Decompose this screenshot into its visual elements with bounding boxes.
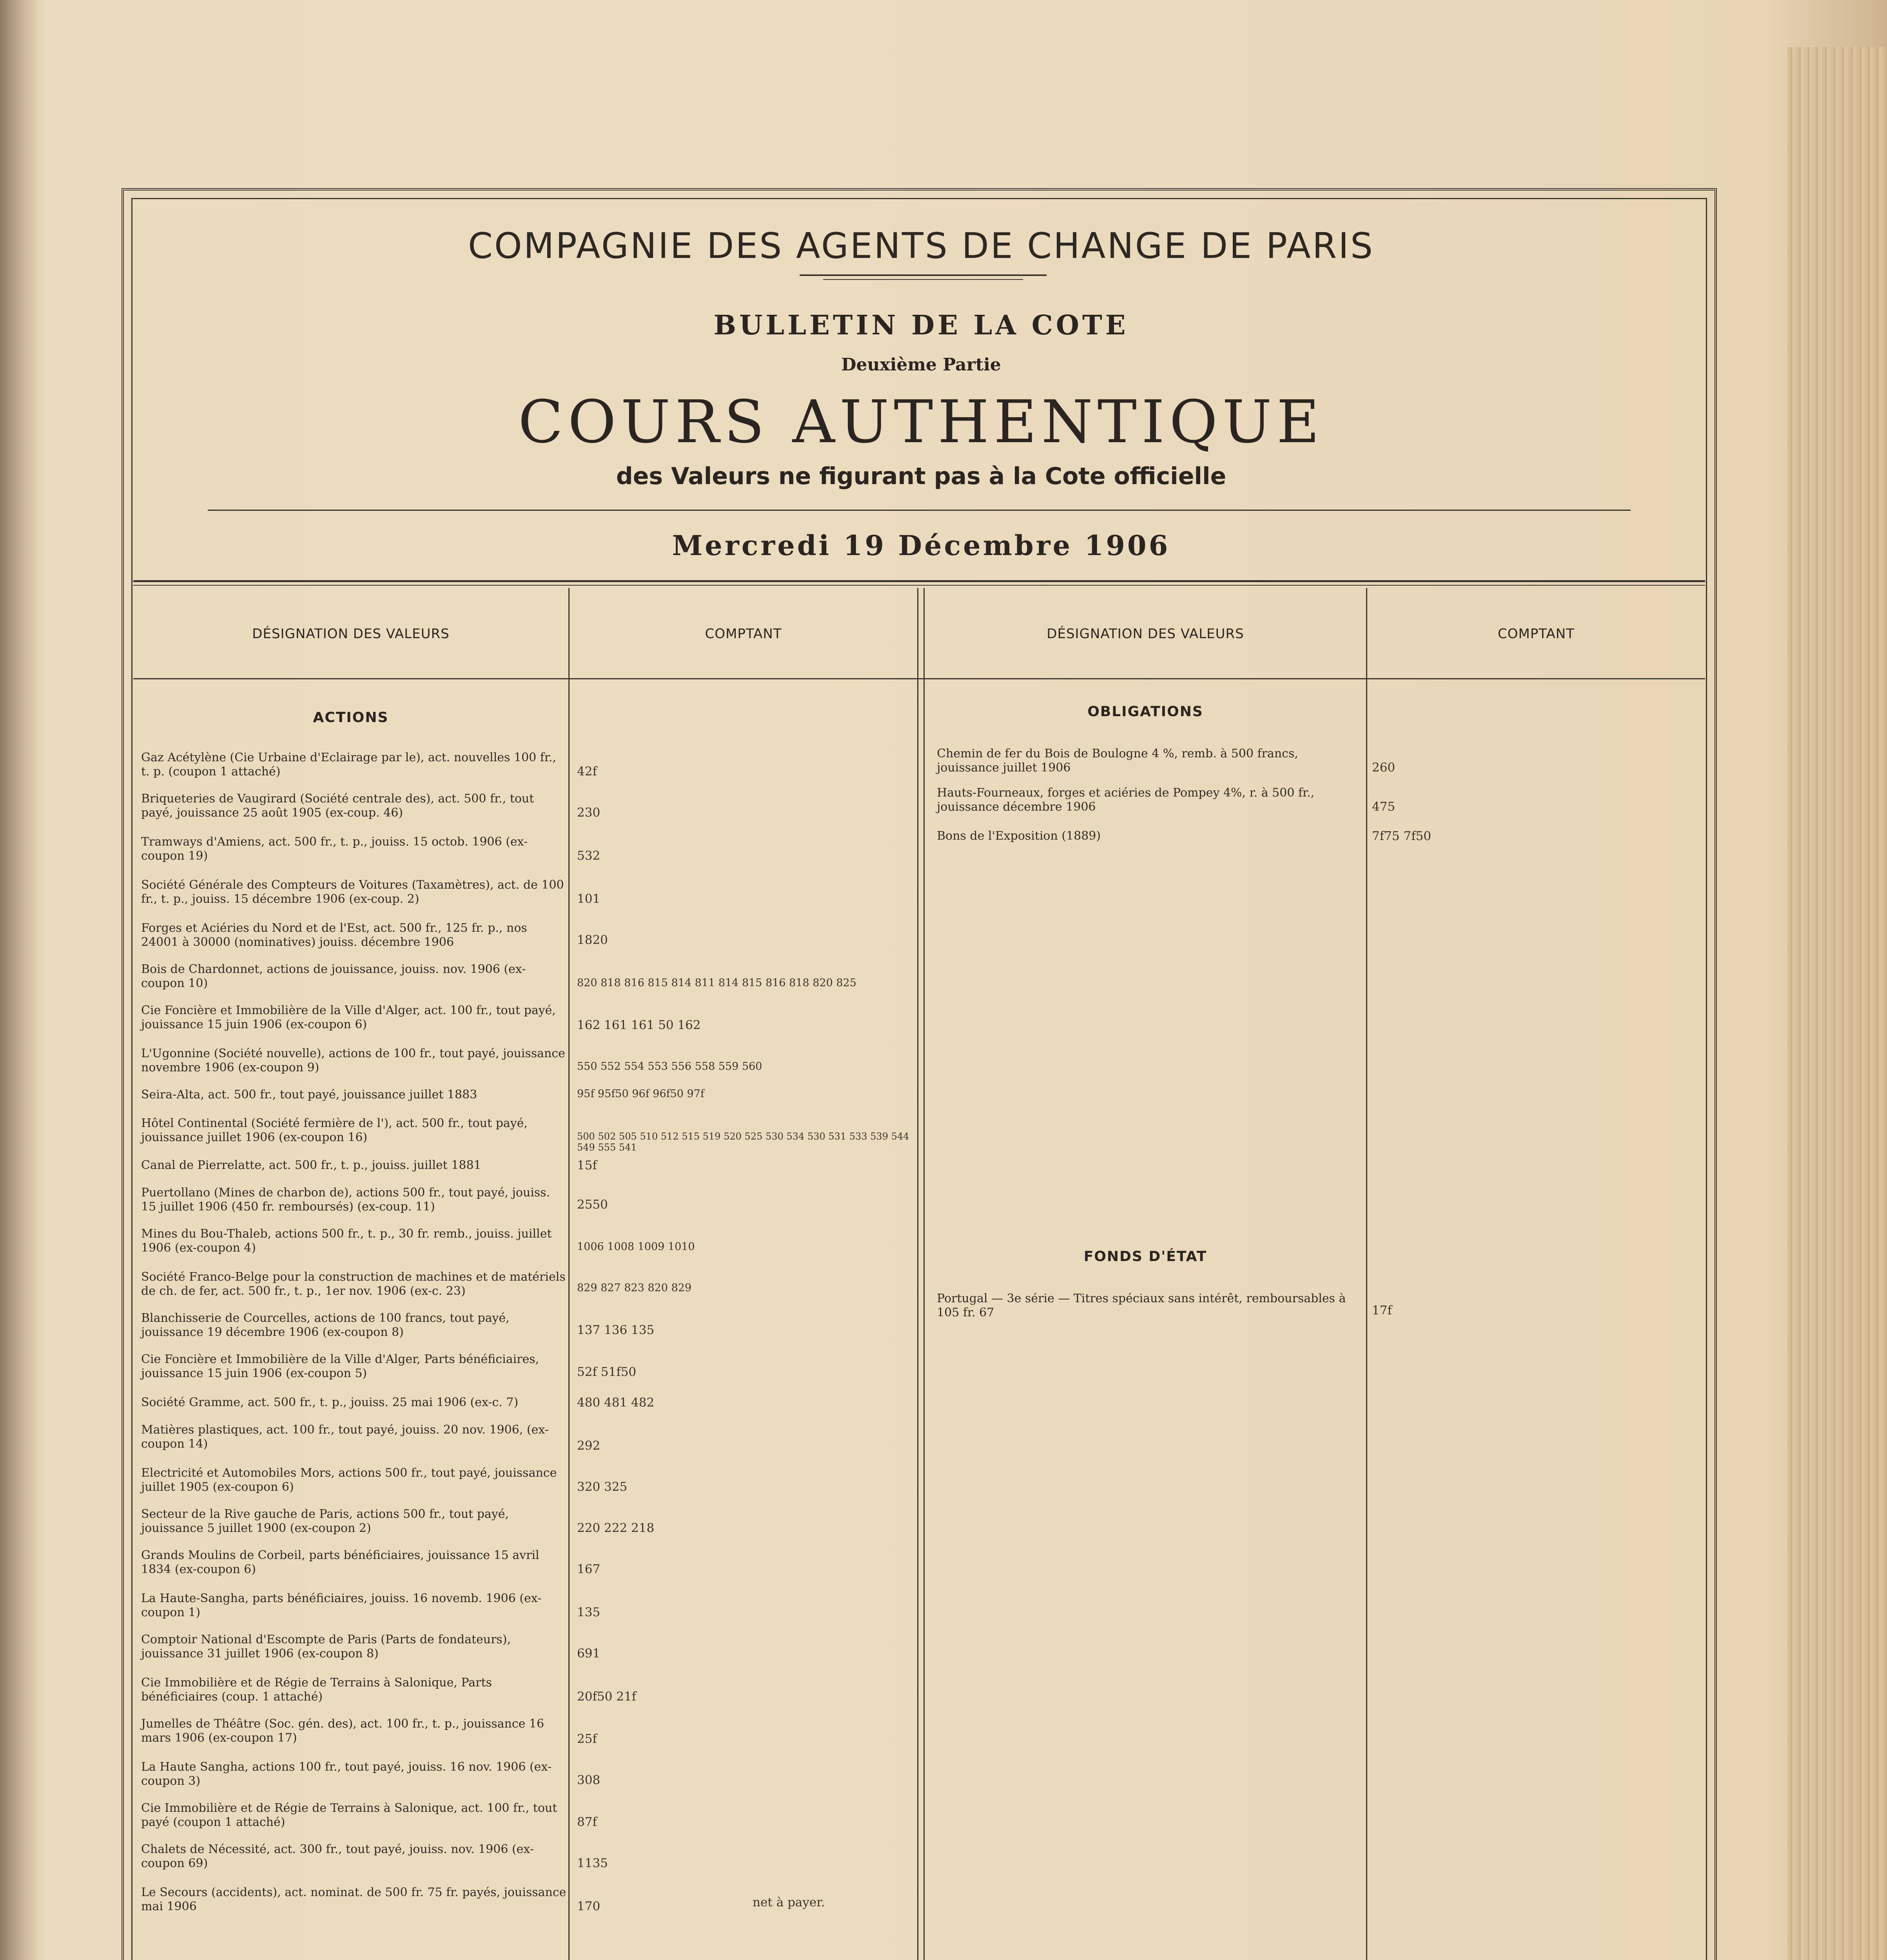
row-label: Bons de l'Exposition (1889) [937, 829, 1101, 843]
row-label: Comptoir National d'Escompte de Paris (Parts de fondateurs), jouissance 31 juillet 1906 (ex-coupon 8) [141, 1633, 511, 1661]
table-row [141, 1352, 566, 1381]
table-row [141, 1270, 566, 1298]
table-row [141, 1676, 566, 1704]
row-price: 1006 1008 1009 1010 [577, 1241, 695, 1253]
row-label: Le Secours (accidents), act. nominat. de 500 fr. 75 fr. payés, jouissance mai 1906 [141, 1886, 566, 1913]
table-row [141, 921, 566, 949]
row-price: 25f [577, 1732, 597, 1746]
company-title: COMPAGNIE DES AGENTS DE CHANGE DE PARIS [468, 225, 1374, 267]
header-divider [208, 510, 1631, 511]
row-price: 829 827 823 820 829 [577, 1282, 692, 1294]
row-price: 42f [577, 764, 597, 779]
row-label: Cie Immobilière et de Régie de Terrains à Salonique, Parts bénéficiaires (coup. 1 attaché) [141, 1676, 492, 1704]
row-price: 532 [577, 849, 601, 863]
row-label: Cie Immobilière et de Régie de Terrains à Salonique, act. 100 fr., tout payé (coupon 1 attaché) [141, 1801, 557, 1829]
partie-label: Deuxième Partie [841, 355, 1001, 375]
row-label: La Haute-Sangha, parts bénéficiaires, jouiss. 16 novemb. 1906 (ex-coupon 1) [141, 1592, 542, 1619]
row-label: Electricité et Automobiles Mors, actions 500 fr., tout payé, jouissance juillet 1905 (ex-coupon 6) [141, 1466, 557, 1494]
column-divider [924, 588, 925, 1960]
row-label: Société Générale des Compteurs de Voitures (Taxamètres), act. de 100 fr., t. p., jouiss. 15 décembre 1906 (ex-coup. 2) [141, 878, 564, 906]
bulletin-title: BULLETIN DE LA COTE [713, 310, 1129, 341]
row-price: 550 552 554 553 556 558 559 560 [577, 1060, 762, 1073]
header-rule [823, 279, 1023, 280]
row-price: 15f [577, 1158, 597, 1172]
row-label: Forges et Aciéries du Nord et de l'Est, act. 500 fr., 125 fr. p., nos 24001 à 30000 (nominatives) jouiss. décembre 1906 [141, 921, 527, 949]
row-price: 52f 51f50 [577, 1365, 637, 1379]
table-row [141, 1088, 566, 1102]
row-label: Secteur de la Rive gauche de Paris, actions 500 fr., tout payé, jouissance 5 juillet 1900 (ex-coupon 2) [141, 1507, 509, 1535]
row-price: 320 325 [577, 1480, 628, 1494]
table-row [141, 792, 566, 820]
table-row [141, 1633, 566, 1661]
table-row [141, 1886, 566, 1914]
column-divider [917, 588, 918, 1960]
table-row [141, 962, 566, 991]
table-row [141, 1801, 566, 1829]
column-divider [568, 588, 570, 1960]
col-designation-left: DÉSIGNATION DES VALEURS [252, 626, 450, 642]
table-row [141, 1004, 566, 1032]
row-price: 220 222 218 [577, 1521, 655, 1535]
row-price: 20f50 21f [577, 1690, 637, 1704]
row-label: Hôtel Continental (Société fermière de l'), act. 500 fr., tout payé, jouissance juillet 1906 (ex-coupon 16) [141, 1116, 528, 1144]
row-price: 230 [577, 806, 601, 820]
row-label: Seira-Alta, act. 500 fr., tout payé, jouissance juillet 1883 [141, 1088, 477, 1102]
row-price: 101 [577, 892, 601, 906]
table-row [141, 1227, 566, 1255]
row-price: 170 [577, 1899, 601, 1913]
table-row [141, 1158, 566, 1172]
row-label: Portugal — 3e série — Titres spéciaux sans intérêt, remboursables à 105 fr. 67 [937, 1292, 1346, 1319]
section-obligations: OBLIGATIONS [1087, 704, 1203, 720]
row-price: 820 818 816 815 814 811 814 815 816 818 820 825 [577, 977, 856, 989]
row-label: Hauts-Fourneaux, forges et aciéries de Pompey 4%, r. à 500 fr., jouissance décembre 1906 [937, 786, 1315, 814]
row-label: La Haute Sangha, actions 100 fr., tout payé, jouiss. 16 nov. 1906 (ex-coupon 3) [141, 1760, 552, 1788]
row-label: Briqueteries de Vaugirard (Société centrale des), act. 500 fr., tout payé, jouissance 25 août 1905 (ex-coup. 46) [141, 792, 534, 820]
row-price: 292 [577, 1439, 601, 1453]
section-actions: ACTIONS [313, 710, 389, 726]
table-row [141, 835, 566, 863]
table-row [141, 1047, 566, 1075]
header-double-rule [133, 580, 1705, 582]
row-label: Puertollano (Mines de charbon de), actions 500 fr., tout payé, jouiss. 15 juillet 1906 (450 fr. remboursés) (ex-coup. 11) [141, 1186, 550, 1214]
row-label: Mines du Bou-Thaleb, actions 500 fr., t. p., 30 fr. remb., jouiss. juillet 1906 (ex-coupon 4) [141, 1227, 552, 1255]
row-label: Société Franco-Belge pour la construction de machines et de matériels de ch. de fer, act. 500 fr., t. p., 1er nov. 1906 (ex-c. 23) [141, 1270, 566, 1298]
row-price: 1135 [577, 1856, 608, 1870]
row-label: Cie Foncière et Immobilière de la Ville d'Alger, act. 100 fr., tout payé, jouissance 15 juin 1906 (ex-coupon 6) [141, 1004, 556, 1031]
row-label: Canal de Pierrelatte, act. 500 fr., t. p., jouiss. juillet 1881 [141, 1158, 481, 1172]
row-price: 475 [1372, 800, 1395, 814]
row-price: 135 [577, 1605, 601, 1619]
row-label: Matières plastiques, act. 100 fr., tout payé, jouiss. 20 nov. 1906, (ex-coupon 14) [141, 1423, 549, 1451]
column-divider [1366, 588, 1367, 1960]
table-row [141, 1423, 566, 1451]
row-price: 260 [1372, 760, 1395, 775]
row-label: Société Gramme, act. 500 fr., t. p., jouiss. 25 mai 1906 (ex-c. 7) [141, 1396, 519, 1409]
row-label: Tramways d'Amiens, act. 500 fr., t. p., jouiss. 15 octob. 1906 (ex-coupon 19) [141, 835, 528, 863]
page-title: COURS AUTHENTIQUE [518, 388, 1325, 456]
row-label: Gaz Acétylène (Cie Urbaine d'Eclairage par le), act. nouvelles 100 fr., t. p. (coupon 1 attaché) [141, 751, 556, 779]
row-price: 500 502 505 510 512 515 519 520 525 530 534 530 531 533 539 544 549 555 541 [577, 1131, 909, 1153]
row-label: L'Ugonnine (Société nouvelle), actions de 100 fr., tout payé, jouissance novembre 1906 (ex-coupon 9) [141, 1047, 565, 1074]
table-row [141, 1842, 566, 1871]
table-row [937, 829, 1362, 843]
row-price: 308 [577, 1773, 601, 1787]
table-row [141, 751, 566, 779]
page-subtitle: des Valeurs ne figurant pas à la Cote officielle [616, 463, 1227, 490]
row-price: 87f [577, 1815, 597, 1829]
table-row [141, 1548, 566, 1577]
row-price: 167 [577, 1562, 601, 1576]
table-row [141, 1507, 566, 1535]
table-row [141, 1186, 566, 1214]
row-label: Cie Foncière et Immobilière de la Ville d'Alger, Parts bénéficiaires, jouissance 15 juin 1906 (ex-coupon 5) [141, 1352, 539, 1380]
col-designation-right: DÉSIGNATION DES VALEURS [1047, 626, 1244, 642]
row-label: Blanchisserie de Courcelles, actions de 100 francs, tout payé, jouissance 19 décembre 1906 (ex-coupon 8) [141, 1311, 510, 1339]
row-price: 17f [1372, 1303, 1392, 1318]
col-comptant-right: COMPTANT [1498, 626, 1575, 642]
table-row [141, 878, 566, 906]
table-row [141, 1311, 566, 1339]
row-note: net à payer. [753, 1895, 825, 1909]
book-binding [0, 0, 37, 1960]
header-double-rule [133, 585, 1705, 586]
row-label: Grands Moulins de Corbeil, parts bénéficiaires, jouissance 15 avril 1834 (ex-coupon 6) [141, 1548, 539, 1576]
table-row [141, 1396, 566, 1410]
table-row [141, 1760, 566, 1788]
row-price: 2550 [577, 1198, 608, 1212]
row-price: 7f75 7f50 [1372, 829, 1432, 843]
table-row [937, 1292, 1362, 1320]
table-row [141, 1592, 566, 1620]
column-header-rule [133, 678, 1705, 679]
row-price: 95f 95f50 96f 96f50 97f [577, 1088, 704, 1100]
row-price: 480 481 482 [577, 1396, 655, 1410]
header-rule [800, 274, 1047, 276]
row-label: Chalets de Nécessité, act. 300 fr., tout payé, jouiss. nov. 1906 (ex-coupon 69) [141, 1842, 534, 1870]
row-price: 691 [577, 1646, 601, 1661]
row-price: 162 161 161 50 162 [577, 1018, 701, 1032]
row-price: 137 136 135 [577, 1323, 655, 1337]
page-edges [1787, 47, 1887, 1960]
table-row [141, 1116, 566, 1145]
table-row [937, 747, 1362, 775]
table-row [141, 1717, 566, 1745]
table-row [141, 1466, 566, 1494]
row-price: 1820 [577, 933, 608, 947]
row-label: Bois de Chardonnet, actions de jouissance, jouiss. nov. 1906 (ex-coupon 10) [141, 962, 526, 990]
table-row [937, 786, 1362, 814]
col-comptant-left: COMPTANT [705, 626, 782, 642]
row-label: Chemin de fer du Bois de Boulogne 4 %, remb. à 500 francs, jouissance juillet 1906 [937, 747, 1298, 775]
section-fonds-etat: FONDS D'ÉTAT [1083, 1249, 1207, 1265]
row-label: Jumelles de Théâtre (Soc. gén. des), act. 100 fr., t. p., jouissance 16 mars 1906 (ex-coupon 17) [141, 1717, 544, 1745]
bulletin-date: Mercredi 19 Décembre 1906 [672, 529, 1170, 562]
